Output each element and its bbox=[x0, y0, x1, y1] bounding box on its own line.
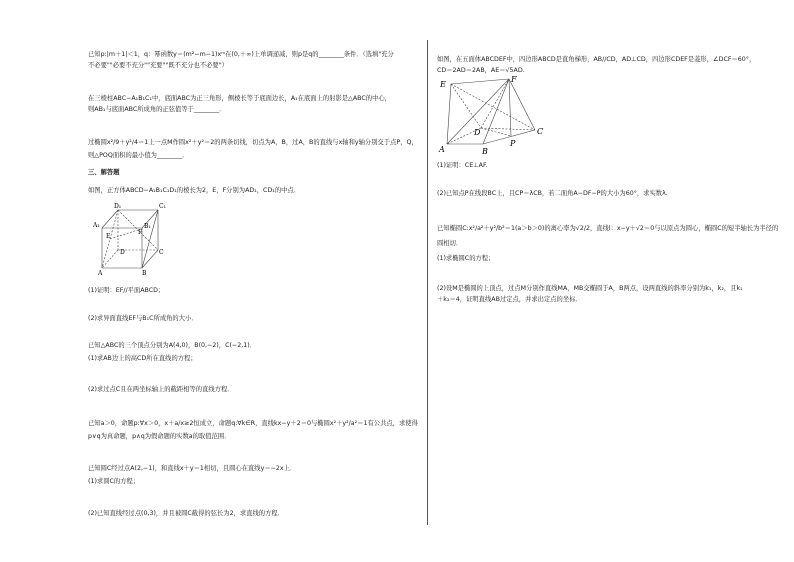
q9-line1: 已知椭圆C:x²/a²＋y²/b²＝1(a＞b＞0)的离心率为√2/2，直线l：x−y＋√2＝0与以原点为圆心，椭圆C的短半轴长为半径的 bbox=[437, 225, 779, 232]
label-E: E bbox=[440, 80, 446, 89]
q8-part1: (1)证明：CE⊥AF. bbox=[437, 162, 488, 169]
q4-intro: 如图，正方体ABCD−A₁B₁C₁D₁的棱长为2，E，F分别为AD₁，CD₁的中点． bbox=[88, 187, 301, 194]
label-A: A bbox=[439, 145, 445, 154]
label-F: F bbox=[511, 75, 517, 84]
label-C: C bbox=[537, 127, 544, 136]
q1-line1: 已知p:|m＋1|＜1，q：幂函数y＝(m²−m−1)xᵐ在(0,＋∞)上单调递减，则p是q的________条件．（选填"充分 bbox=[88, 51, 394, 58]
q9-part2-line1: (2)设M是椭圆的上顶点，过点M分别作直线MA，MB交椭圆于A，B两点，设两直线的斜率分别为k₁，k₂，且k₁ bbox=[437, 285, 743, 292]
label-C: C bbox=[159, 249, 164, 256]
label-F: F bbox=[138, 229, 143, 236]
q3-line1: 过椭圆x²/9＋y²/4＝1上一点M作圆x²＋y²＝2的两条切线，切点为A，B，过A，B的直线与x轴和y轴分别交于点P，Q， bbox=[88, 139, 418, 146]
q3-line2: 则△POQ面积的最小值为________． bbox=[88, 152, 189, 159]
q5-intro: 已知△ABC的三个顶点分别为A(4,0)，B(0,−2)，C(−2,1)． bbox=[88, 342, 256, 349]
label-A: A bbox=[98, 270, 103, 276]
label-D: D bbox=[120, 249, 125, 256]
q2-line1: 在三棱柱ABC−A₁B₁C₁中，底面ABC为正三角形，侧棱长等于底面边长，A₁在底面上的射影是△ABC的中心， bbox=[88, 95, 391, 102]
label-A1: A₁ bbox=[93, 222, 100, 229]
q7-part1: (1)求圆C的方程； bbox=[88, 478, 140, 485]
label-D: D bbox=[474, 128, 481, 137]
label-B: B bbox=[482, 147, 488, 156]
cube-figure bbox=[92, 198, 172, 276]
q7-part2: (2)已知直线经过点(0,3)，并且被圆C截得的弦长为2，求直线的方程． bbox=[88, 510, 284, 517]
label-B1: B₁ bbox=[144, 223, 151, 230]
q4-part2: (2)求异面直线EF与B₁C所成角的大小． bbox=[88, 315, 198, 322]
q4-part1: (1)证明：EF//平面ABCD； bbox=[88, 287, 165, 294]
column-divider bbox=[427, 40, 428, 525]
q5-part1: (1)求AB边上的高CD所在直线的方程； bbox=[88, 355, 197, 362]
q8-line1: 如图，在五面体ABCDEF中，四边形ABCD是直角梯形，AB//CD，AD⊥CD，四边形CDEF是菱形，∠DCF＝60°， bbox=[437, 56, 756, 63]
q9-part1: (1)求椭圆C的方程； bbox=[437, 255, 495, 262]
q9-part2-line2: ＋k₂＝4，证明直线AB过定点，并求出定点的坐标． bbox=[437, 296, 582, 303]
label-P: P bbox=[510, 139, 516, 148]
pentahedron-figure bbox=[437, 74, 547, 158]
q6-line1: 已知a＞0，命题p:∀x＞0，x＋a/x≥2恒成立，命题q:∀k∈R，直线kx−y＋2＝0与椭圆x²＋y²/a²＝1有公共点，求使得 bbox=[88, 420, 418, 427]
q9-line2: 圆相切． bbox=[437, 240, 463, 247]
label-D1: D₁ bbox=[114, 203, 122, 210]
q6-line2: p∨q为真命题，p∧q为假命题的实数a的取值范围． bbox=[88, 433, 231, 440]
q7-intro: 已知圆C经过点A(2,−1)，和直线x＋y＝1相切，且圆心在直线y＝−2x上． bbox=[88, 465, 297, 472]
q5-part2: (2)求过点C且在两坐标轴上的截距相等的直线方程． bbox=[88, 386, 234, 393]
q8-part2: (2)已知点P在线段BC上，且CP＝λCB，若二面角A−DF−P的大小为60°，求实数λ. bbox=[437, 190, 668, 197]
label-B: B bbox=[142, 270, 147, 276]
label-C1: C₁ bbox=[159, 203, 166, 210]
label-E: E bbox=[106, 233, 111, 240]
section-heading: 三、解答题 bbox=[88, 169, 120, 176]
q8-line2: CD＝2AD＝2AB，AE＝√5AD. bbox=[437, 67, 525, 74]
q2-line2: 则AB₁与底面ABC所成角的正弦值等于________． bbox=[88, 106, 226, 113]
q1-line2: 不必要""必要不充分""充要""既不充分也不必要"） bbox=[88, 62, 228, 69]
